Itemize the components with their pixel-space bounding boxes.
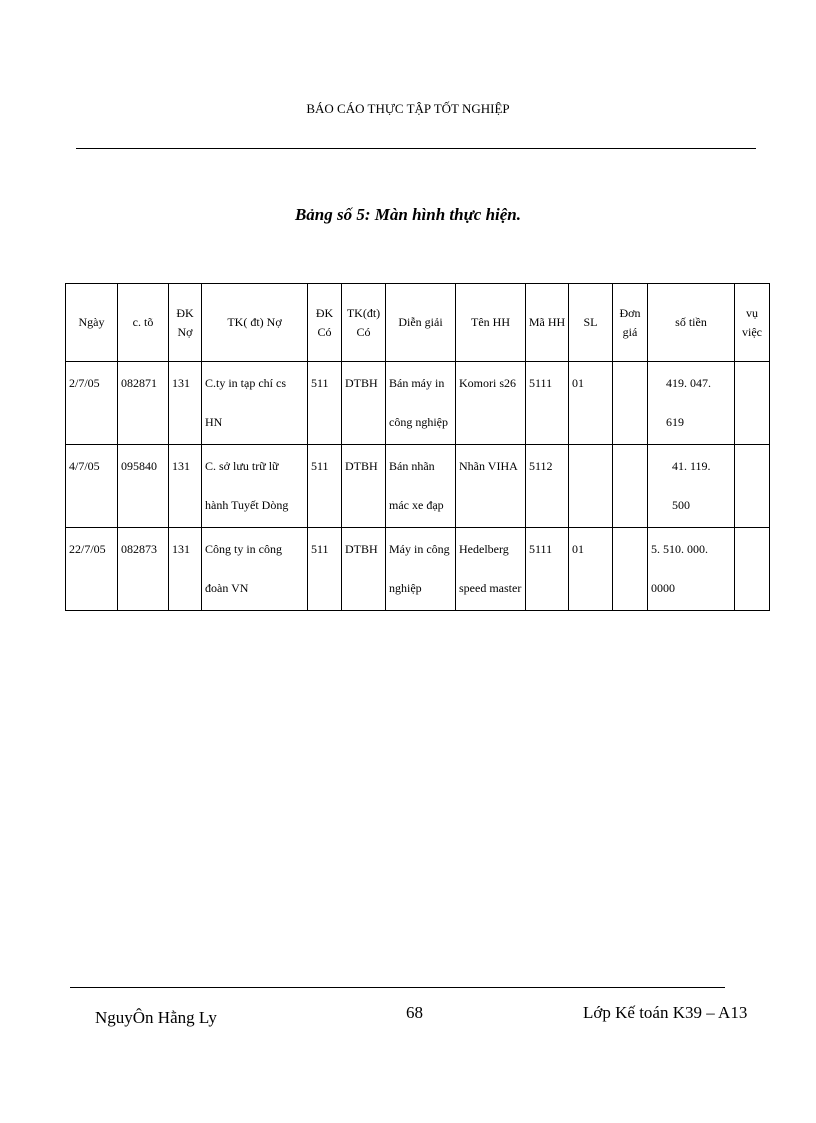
cell-debit-party: Công ty in công đoàn VN [202,528,308,611]
cell-amount: 5. 510. 000. 0000 [648,528,735,611]
cell-unit-price [613,445,648,528]
column-header: ĐK Nợ [169,284,202,362]
header-divider [76,148,756,149]
cell-voucher: 095840 [118,445,169,528]
cell-case [735,528,770,611]
report-header-title: BÁO CÁO THỰC TẬP TỐT NGHIỆP [306,101,510,116]
footer-class-label: Lớp Kế toán K39 – A13 [583,1003,748,1022]
cell-credit-account: 511 [308,362,342,445]
column-header: Diễn giải [386,284,456,362]
cell-quantity [569,445,613,528]
cell-quantity: 01 [569,528,613,611]
column-header: c. tõ [118,284,169,362]
column-header: TK( đt) Nợ [202,284,308,362]
cell-goods-code: 5111 [526,528,569,611]
column-header: Ngày [66,284,118,362]
cell-goods-name: Nhãn VIHA [456,445,526,528]
cell-credit-party: DTBH [342,445,386,528]
cell-credit-party: DTBH [342,362,386,445]
table-caption: Bảng số 5: Màn hình thực hiện. [294,205,522,224]
cell-case [735,362,770,445]
cell-date: 4/7/05 [66,445,118,528]
column-header: Mã HH [526,284,569,362]
footer-author: NguyÔn Hằng Ly [95,1008,217,1027]
column-header: Tên HH [456,284,526,362]
cell-quantity: 01 [569,362,613,445]
cell-voucher: 082871 [118,362,169,445]
cell-case [735,445,770,528]
cell-debit-account: 131 [169,528,202,611]
cell-amount: 41. 119. 500 [648,445,735,528]
cell-amount: 419. 047. 619 [648,362,735,445]
page-number: 68 [406,1003,423,1022]
column-header: Đơn giá [613,284,648,362]
column-header: số tiền [648,284,735,362]
ledger-table [65,283,770,611]
cell-goods-code: 5111 [526,362,569,445]
column-header: SL [569,284,613,362]
cell-description: Bán máy in công nghiệp [386,362,456,445]
cell-goods-name: Hedelberg speed master [456,528,526,611]
footer-divider [70,987,725,988]
cell-debit-party: C. sở lưu trữ lữ hành Tuyết Dòng [202,445,308,528]
cell-credit-account: 511 [308,528,342,611]
column-header: vụ việc [735,284,770,362]
cell-date: 22/7/05 [66,528,118,611]
cell-date: 2/7/05 [66,362,118,445]
cell-voucher: 082873 [118,528,169,611]
cell-credit-party: DTBH [342,528,386,611]
cell-unit-price [613,528,648,611]
cell-goods-name: Komori s26 [456,362,526,445]
column-header: ĐK Có [308,284,342,362]
cell-goods-code: 5112 [526,445,569,528]
table-row [66,362,770,445]
cell-unit-price [613,362,648,445]
cell-credit-account: 511 [308,445,342,528]
table-row [66,528,770,611]
cell-description: Bán nhãn mác xe đạp [386,445,456,528]
cell-debit-account: 131 [169,362,202,445]
table-header-row [66,284,770,362]
cell-debit-party: C.ty in tạp chí cs HN [202,362,308,445]
table-row [66,445,770,528]
cell-description: Máy in công nghiệp [386,528,456,611]
column-header: TK(đt) Có [342,284,386,362]
cell-debit-account: 131 [169,445,202,528]
